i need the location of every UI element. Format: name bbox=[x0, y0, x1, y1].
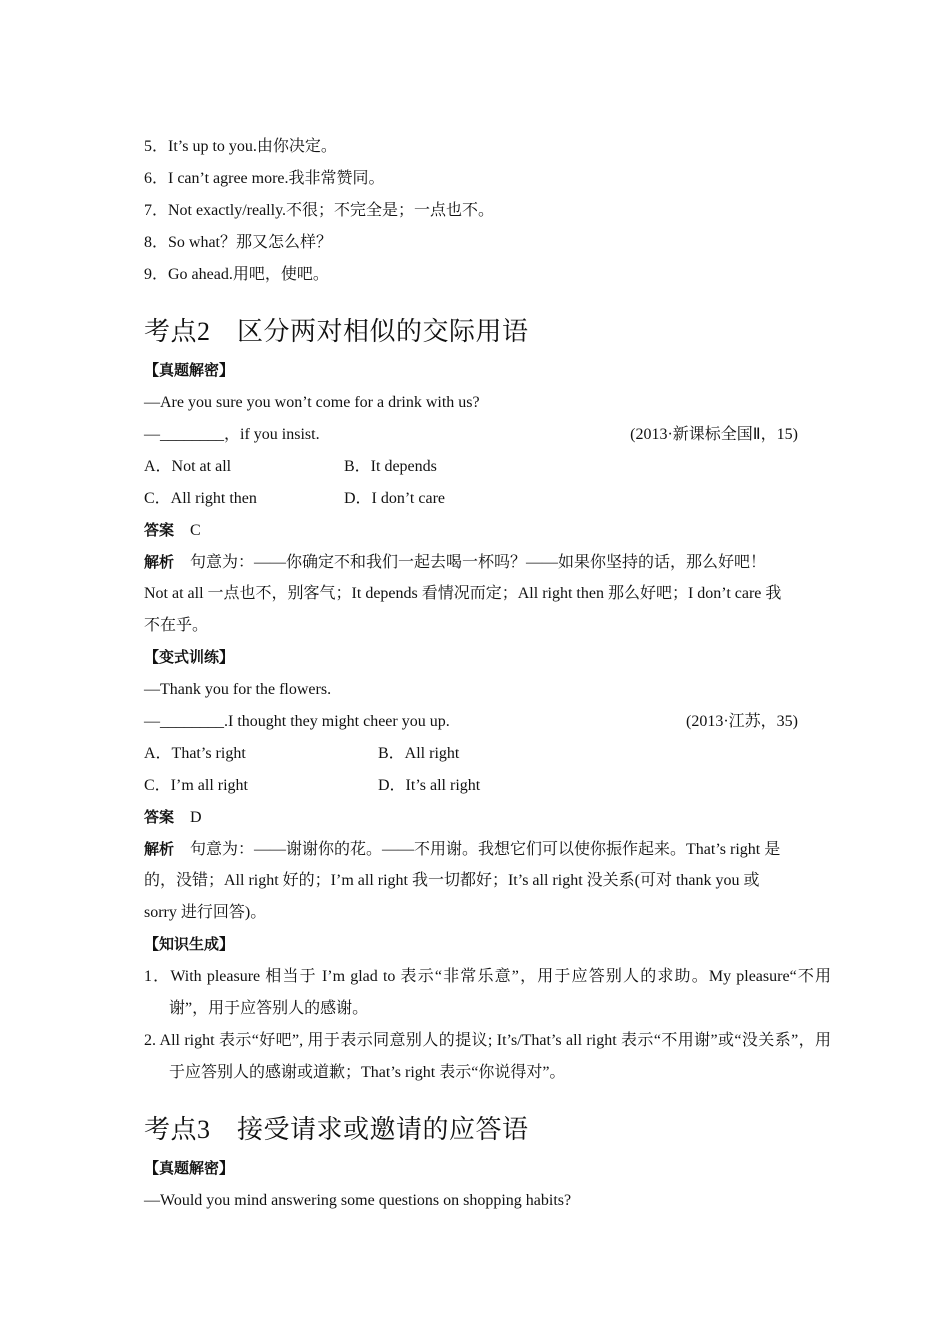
answer-label: 答案 bbox=[144, 521, 175, 539]
knowledge-point-1: 1．With pleasure 相当于 I’m glad to 表示“非常乐意”，用于应答别人的求助。My pleasure“不用谢”，用于应答别人的感谢。 bbox=[144, 968, 831, 1017]
q2-analysis-line1: 句意为：——谢谢你的花。——不用谢。我想它们可以使你振作起来。That’s right 是 bbox=[190, 841, 781, 858]
phrase-item: 7．Not exactly/really.不很；不完全是；一点也不。 bbox=[144, 202, 495, 219]
q2-analysis-row bbox=[144, 839, 780, 860]
q1-option-d: D．I don’t care bbox=[344, 490, 446, 507]
q2-source: (2013·江苏，35) bbox=[686, 713, 798, 730]
knowledge-point-2: 2. All right 表示“好吧”, 用于表示同意别人的提议; It’s/That’s all right 表示“不用谢”或“没关系”，用于应答别人的感谢或道歉；That’s right 表示“你说得对”。 bbox=[144, 1032, 831, 1081]
tag-real-question: 【真题解密】 bbox=[144, 1159, 235, 1177]
q1-analysis-line1: 句意为：——你确定不和我们一起去喝一杯吗？——如果你坚持的话，那么好吧！ bbox=[190, 554, 767, 571]
q1-option-c: C．All right then bbox=[144, 490, 257, 507]
q1-line1: —Are you sure you won’t come for a drink with us? bbox=[144, 394, 480, 411]
q2-answer-row bbox=[144, 807, 202, 828]
q2-option-d: D．It’s all right bbox=[378, 777, 481, 794]
analysis-label: 解析 bbox=[144, 840, 175, 858]
q2-analysis-line2: 的，没错；All right 好的；I’m all right 我一切都好；It’s all right 没关系(可对 thank you 或 bbox=[144, 872, 760, 889]
section-3-heading: 考点3 接受请求或邀请的应答语 bbox=[144, 1115, 529, 1144]
q1-source: (2013·新课标全国Ⅱ，15) bbox=[630, 426, 798, 443]
phrase-item: 5．It’s up to you.由你决定。 bbox=[144, 138, 337, 155]
tag-variant-training: 【变式训练】 bbox=[144, 648, 235, 666]
q1-line2: —________，if you insist. bbox=[144, 426, 320, 443]
q2-analysis-line3: sorry 进行回答)。 bbox=[144, 904, 267, 921]
q2-option-a: A．That’s right bbox=[144, 745, 246, 762]
q1-analysis-line2: Not at all 一点也不，别客气；It depends 看情况而定；All right then 那么好吧；I don’t care 我 bbox=[144, 585, 782, 602]
phrase-item: 6．I can’t agree more.我非常赞同。 bbox=[144, 170, 385, 187]
phrase-item: 8．So what？那又怎么样？ bbox=[144, 234, 333, 251]
tag-real-question: 【真题解密】 bbox=[144, 361, 235, 379]
q1-answer-row bbox=[144, 520, 201, 541]
section-2-heading: 考点2 区分两对相似的交际用语 bbox=[144, 317, 529, 346]
q2-answer: D bbox=[190, 809, 202, 826]
q1-option-a: A．Not at all bbox=[144, 458, 232, 475]
q2-line1: —Thank you for the flowers. bbox=[144, 681, 332, 698]
q1-analysis-line3: 不在乎。 bbox=[144, 617, 209, 634]
analysis-label: 解析 bbox=[144, 553, 175, 571]
answer-label: 答案 bbox=[144, 808, 175, 826]
q2-option-b: B．All right bbox=[378, 745, 460, 762]
q1-answer: C bbox=[190, 522, 201, 539]
tag-knowledge: 【知识生成】 bbox=[144, 935, 235, 953]
q2-line2: —________.I thought they might cheer you up. bbox=[144, 713, 450, 730]
phrase-item: 9．Go ahead.用吧，使吧。 bbox=[144, 266, 329, 283]
q1-analysis-row bbox=[144, 552, 766, 573]
s3-q1-line1: —Would you mind answering some questions on shopping habits? bbox=[144, 1192, 572, 1209]
q2-option-c: C．I’m all right bbox=[144, 777, 248, 794]
q1-option-b: B．It depends bbox=[344, 458, 437, 475]
